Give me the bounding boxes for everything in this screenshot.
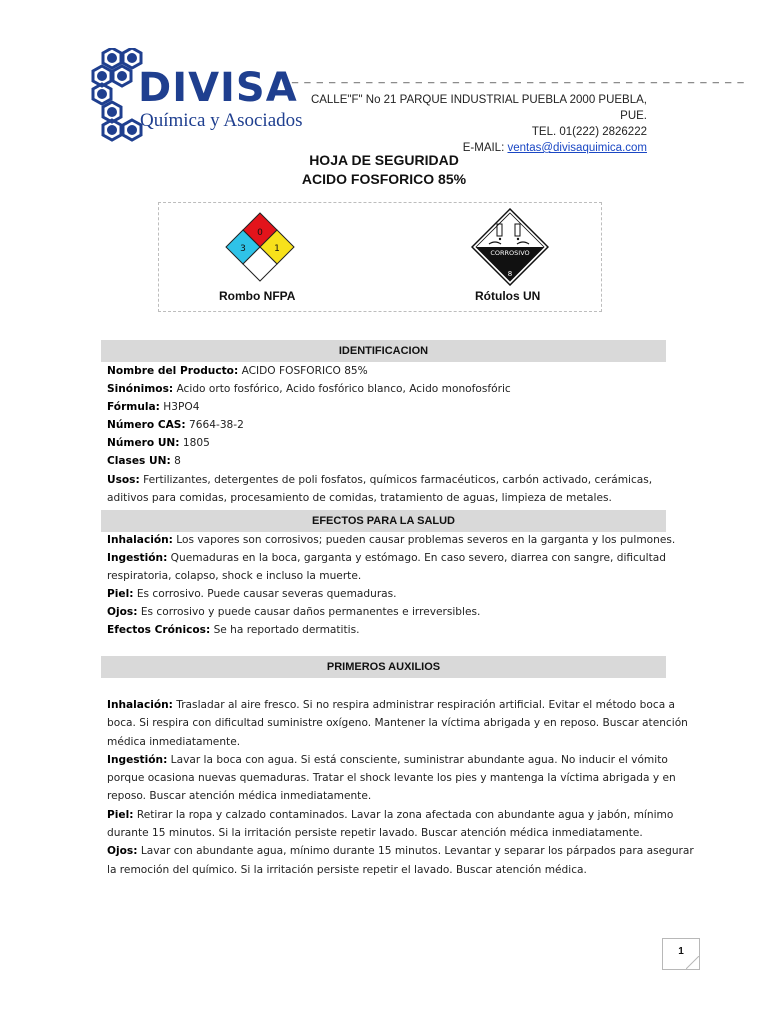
header-dashed-line: _ _ _ _ _ _ _ _ _ _ _ _ _ _ _ _ _ _ _ _ _ _ _ _ _ _ _ _ _ _ _ _ _ _ _ _ _ [292,72,746,84]
efectos-line: Inhalación: Los vapores son corrosivos; pueden causar problemas severos en la garganta y los pulmones. [107,534,676,546]
primeros-body [107,696,694,879]
efectos-line: Ingestión: Quemaduras en la boca, garganta y estómago. En caso severo, diarrea con sangre, dificultad [107,552,666,565]
primeros-line: médica inmediatamente. [107,735,241,748]
efectos-line: respiratoria, colapso, shock e incluso la muerte. [107,570,362,583]
section-efectos-header: EFECTOS PARA LA SALUD [101,510,666,532]
primeros-line: Piel: Retirar la ropa y calzado contaminados. Lavar la zona afectada con abundante agua y jabón, mínimo [107,808,674,821]
primeros-line: Ingestión: Lavar la boca con agua. Si está consciente, suministrar abundante agua. No inducir el vómito [107,753,668,766]
company-name: DIVISA [138,65,298,111]
company-contact [282,92,647,156]
nfpa-diamond-icon [224,212,296,282]
page-fold-icon [686,956,699,969]
primeros-line: porque ocasiona nuevas quemaduras. Tratar el shock levante los pies y mantenga la víctima abrigada y en [107,772,676,785]
primeros-line: boca. Si respira con dificultad suministre oxígeno. Mantener la víctima abrigada y en reposo. Buscar atención [107,717,688,730]
efectos-line: Efectos Crónicos: Se ha reportado dermatitis. [107,624,360,637]
document-subtitle: ACIDO FOSFORICO 85% [301,171,467,187]
primeros-line: Inhalación: Trasladar al aire fresco. Si no respira administrar respiración artificial. Evitar el método boca a [107,699,676,711]
primeros-line: durante 15 minutos. Si la irritación persiste repetir lavado. Buscar atención médica inmediatamente. [107,827,643,840]
primeros-line: la remoción del químico. Si la irritación persiste repetir el lavado. Buscar atención médica. [107,863,587,876]
un-label: Rótulos UN [475,289,541,303]
company-subtitle: Química y Asociados [140,110,303,131]
svg-text:1: 1 [274,244,280,254]
efectos-line: Ojos: Es corrosivo y puede causar daños permanentes e irreversibles. [107,606,481,619]
identificacion-line: Sinónimos: Acido orto fosfórico, Acido fosfórico blanco, Acido monofosfóric [107,383,511,396]
efectos-body [107,531,676,640]
identificacion-line: Número CAS: 7664-38-2 [107,419,244,432]
email-link[interactable]: ventas@divisaquimica.com [507,142,647,154]
email-label: E-MAIL: [462,142,505,154]
nfpa-label: Rombo NFPA [219,289,296,303]
section-identificacion-header: IDENTIFICACION [101,340,666,362]
svg-text:0: 0 [257,228,263,238]
identificacion-line: Clases UN: 8 [107,455,181,468]
identificacion-body [107,362,667,507]
identificacion-line: Fórmula: H3PO4 [107,401,200,414]
primeros-line: Ojos: Lavar con abundante agua, mínimo durante 15 minutos. Levantar y separar los párpados para asegurar [107,845,694,858]
identificacion-line: Nombre del Producto: ACIDO FOSFORICO 85% [107,365,368,377]
svg-text:3: 3 [240,244,246,254]
corrosive-placard-icon [471,208,549,286]
primeros-line: reposo. Buscar atención médica inmediatamente. [107,790,372,803]
section-primeros-header: PRIMEROS AUXILIOS [101,656,666,678]
identificacion-line: Usos: Fertilizantes, detergentes de poli fosfatos, químicos farmacéuticos, carbón activado, cerámicas, [107,473,653,486]
efectos-line: Piel: Es corrosivo. Puede causar severas quemaduras. [107,588,397,601]
company-phone: TEL. 01(222) 2826222 [531,126,647,138]
svg-text:CORROSIVO: CORROSIVO [490,249,530,257]
company-address: CALLE"F" No 21 PARQUE INDUSTRIAL PUEBLA 2000 PUEBLA, PUE. [310,94,647,122]
svg-text:8: 8 [507,270,513,278]
page-number: 1 [662,938,700,970]
identificacion-line: aditivos para comidas, procesamiento de comidas, tratamiento de aguas, limpieza de metales. [107,491,612,504]
identificacion-line: Número UN: 1805 [107,437,210,450]
document-title: HOJA DE SEGURIDAD [309,152,459,168]
